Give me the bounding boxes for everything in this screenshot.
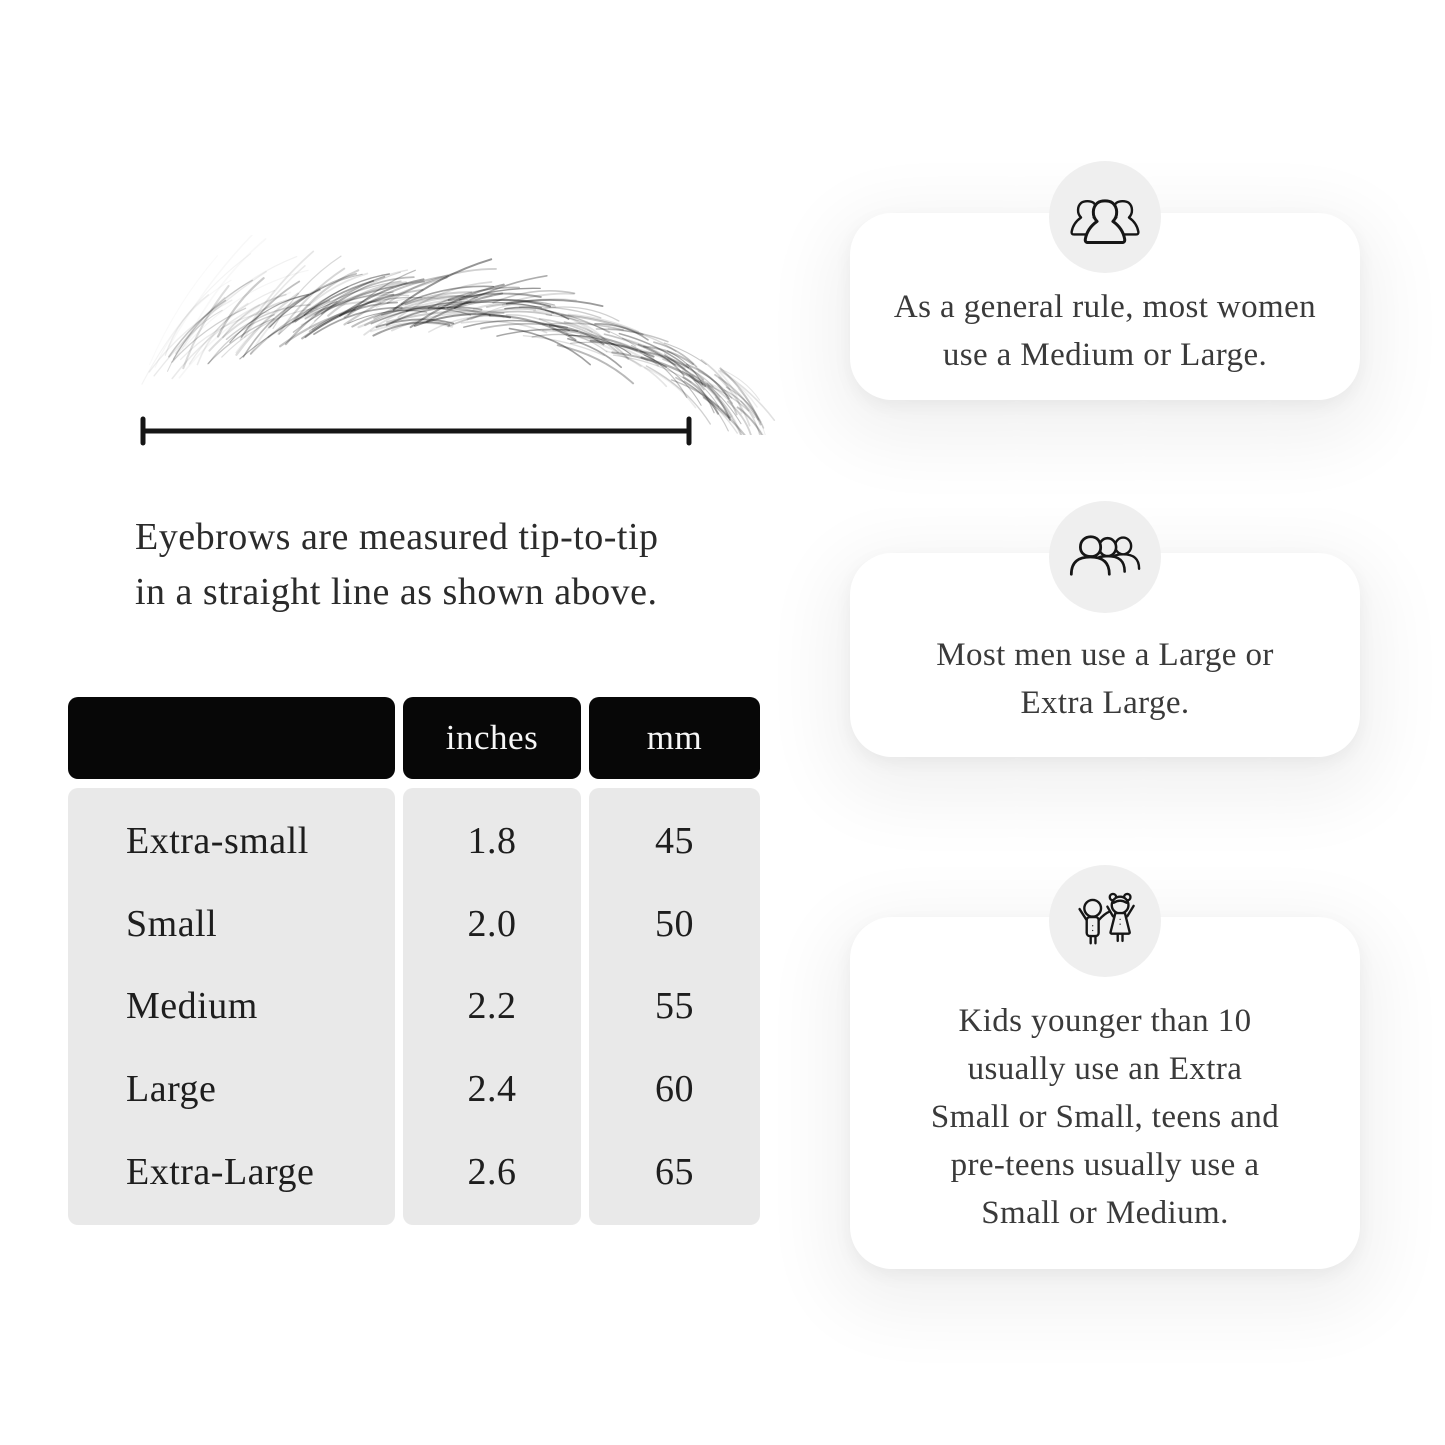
- table-header-row: [68, 697, 760, 779]
- info-card-women: [850, 213, 1360, 400]
- inches-value: 1.8: [467, 820, 517, 863]
- card-icon-circle: [1049, 501, 1161, 613]
- size-table: [68, 697, 760, 1225]
- size-label: Small: [126, 902, 218, 945]
- header-cell-inches: inches: [403, 697, 581, 779]
- card-text: Kids younger than 10 usually use an Extra Small or Small, teens and pre-teens usually use a Small or Medium.: [930, 1003, 1280, 1231]
- mm-column: [589, 788, 760, 1225]
- kids-icon: [1070, 890, 1140, 952]
- card-text: Most men use a Large or Extra Large.: [936, 637, 1274, 721]
- info-card-kids: [850, 917, 1360, 1269]
- mm-value: 60: [655, 1068, 694, 1111]
- inches-value: 2.0: [467, 902, 517, 945]
- card-icon-circle: [1049, 161, 1161, 273]
- eyebrow-sketch: [118, 235, 778, 435]
- size-label: Extra-Large: [126, 1150, 315, 1193]
- men-group-icon: [1067, 526, 1143, 588]
- size-label: Large: [126, 1068, 217, 1111]
- inches-value: 2.2: [467, 985, 517, 1028]
- size-label: Medium: [126, 985, 258, 1028]
- header-cell-size: [68, 697, 395, 779]
- mm-value: 65: [655, 1150, 694, 1193]
- inches-value: 2.6: [467, 1150, 517, 1193]
- women-group-icon: [1068, 185, 1142, 249]
- card-icon-circle: [1049, 865, 1161, 977]
- table-body: [68, 788, 760, 1225]
- header-cell-mm: mm: [589, 697, 760, 779]
- figure-caption: Eyebrows are measured tip-to-tip in a straight line as shown above.: [135, 516, 659, 613]
- inches-column: [403, 788, 581, 1225]
- mm-value: 45: [655, 820, 694, 863]
- info-card-men: [850, 553, 1360, 757]
- inches-value: 2.4: [467, 1068, 517, 1111]
- size-name-column: [68, 788, 395, 1225]
- mm-value: 50: [655, 902, 694, 945]
- size-label: Extra-small: [126, 820, 309, 863]
- mm-value: 55: [655, 985, 694, 1028]
- measurement-line: [133, 413, 699, 449]
- card-text: As a general rule, most women use a Medium or Large.: [893, 288, 1317, 373]
